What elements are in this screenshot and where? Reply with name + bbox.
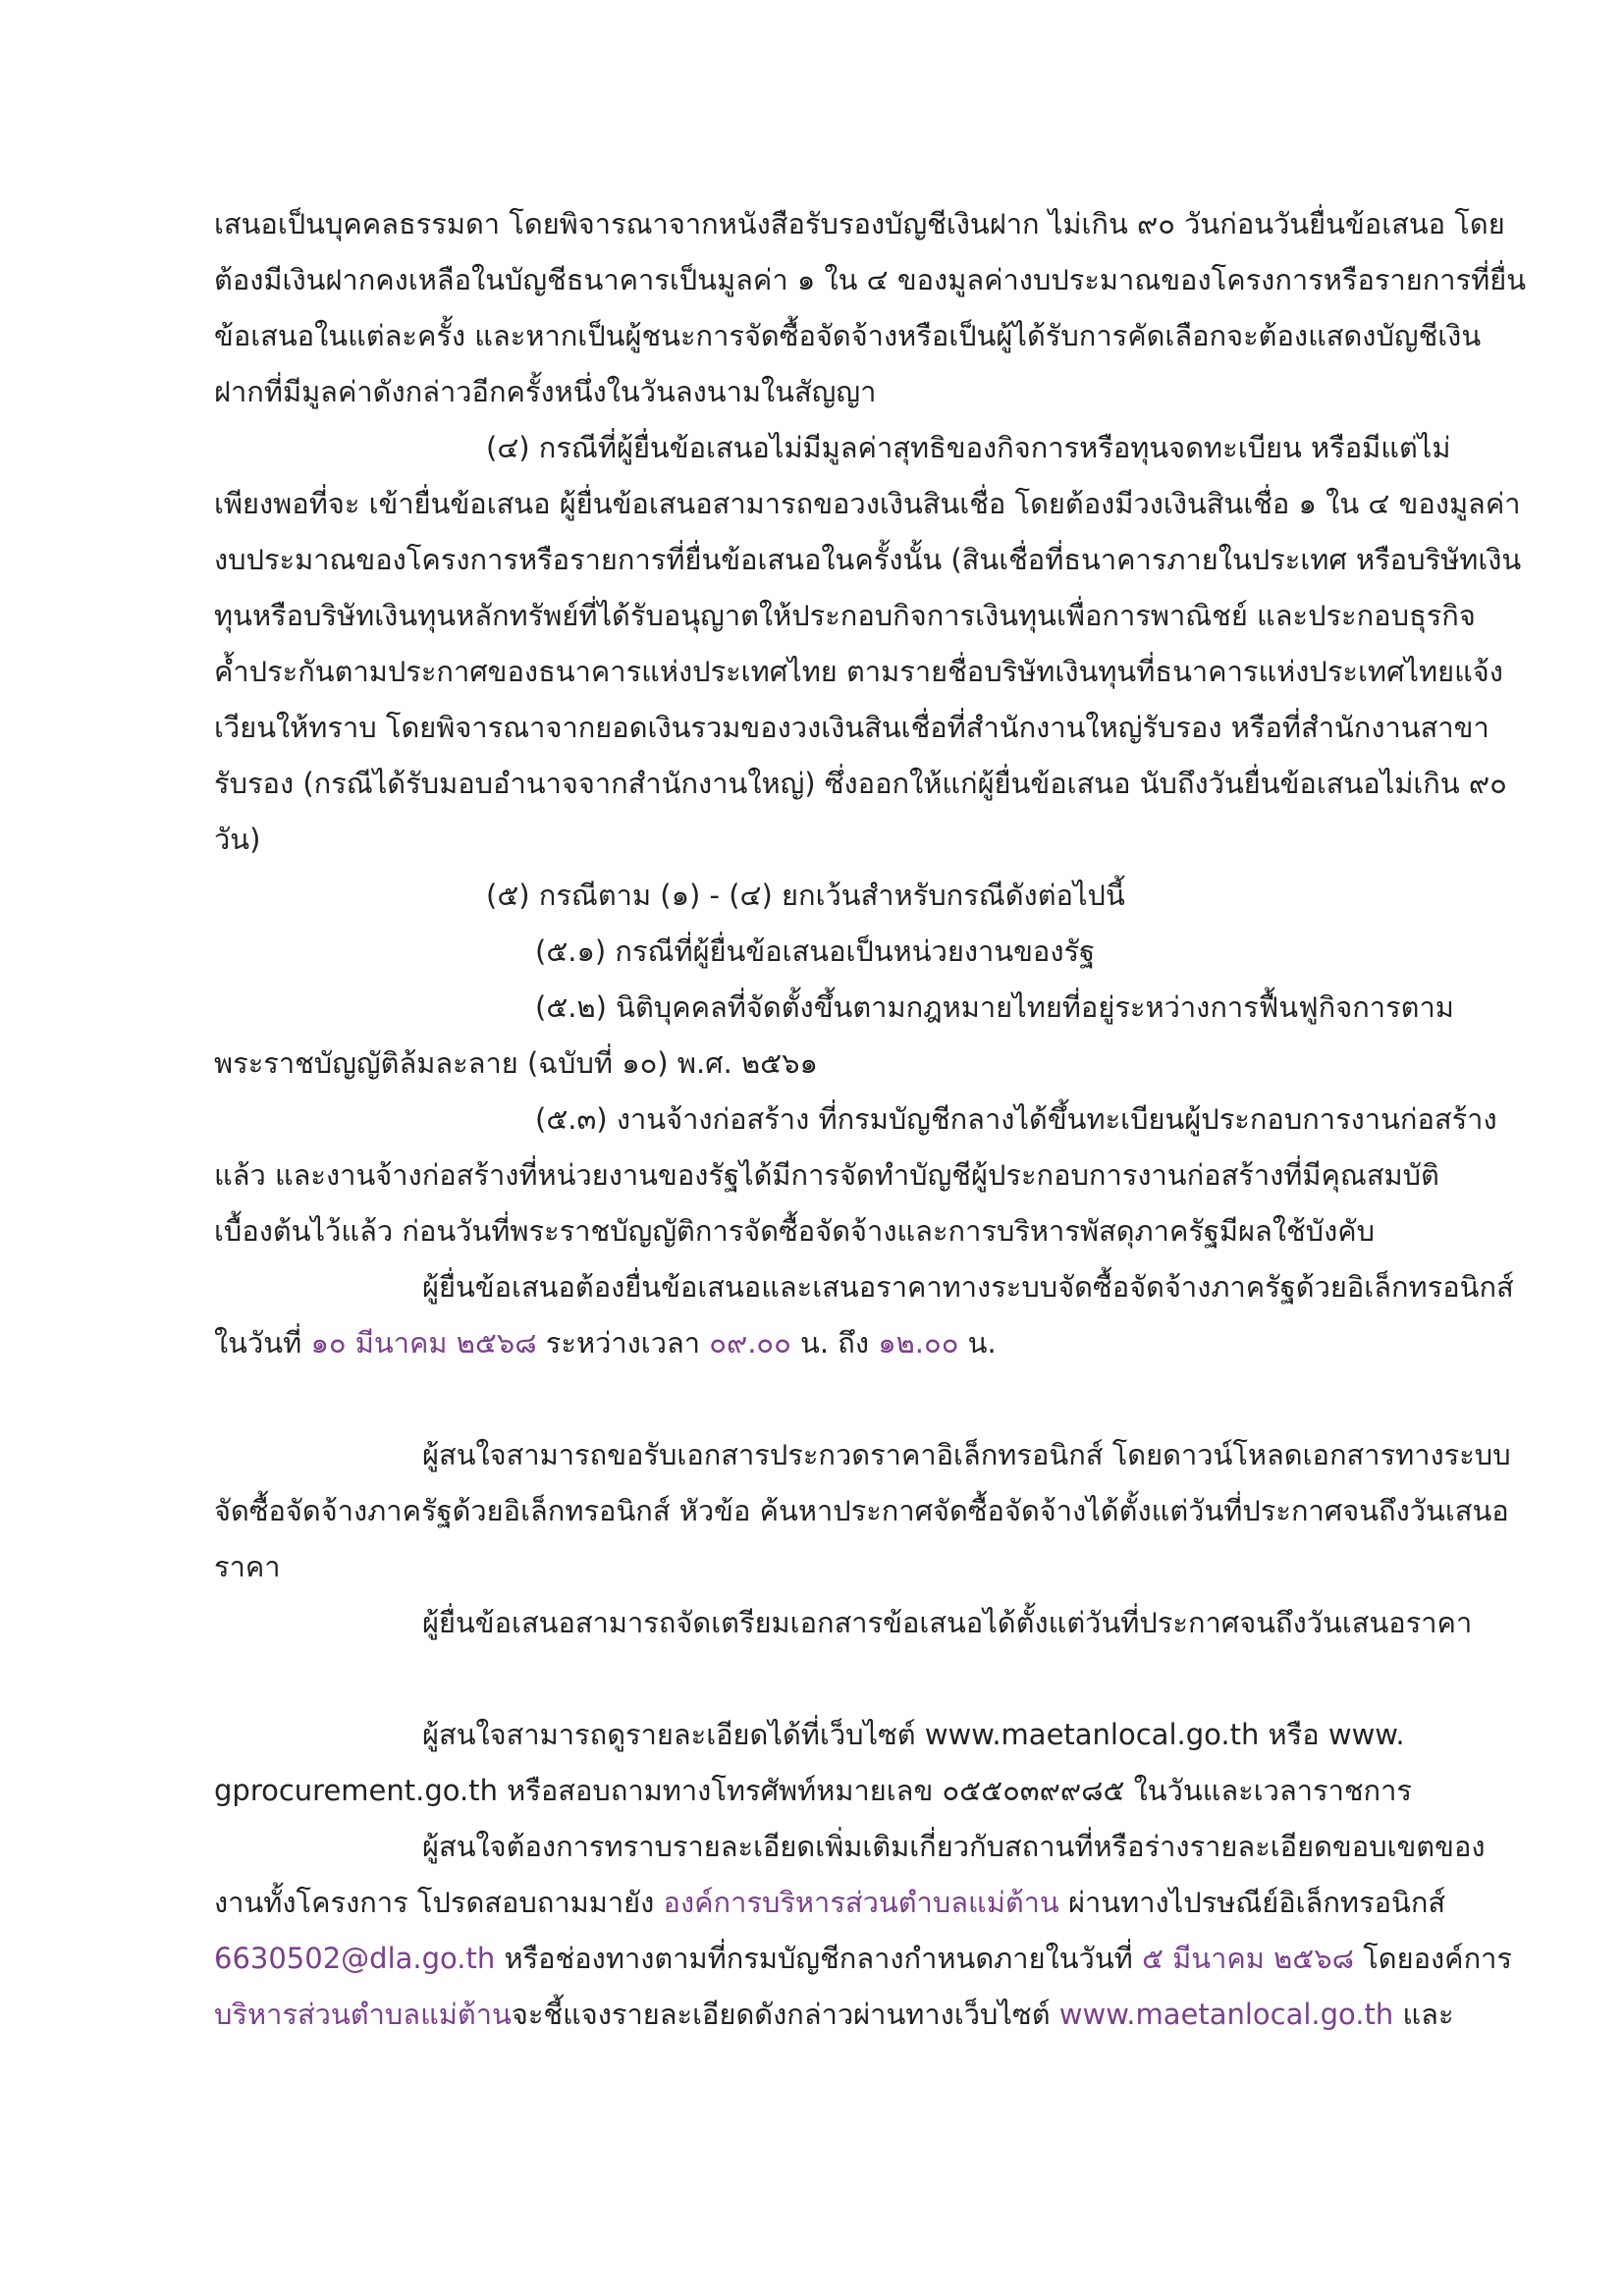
paragraph-line: (๕.๒) นิติบุคคลที่จัดตั้งขึ้นตามกฎหมายไทยที่อยู่ระหว่างการฟื้นฟูกิจการตาม	[535, 990, 1454, 1024]
paragraph-line: ผู้สนใจต้องการทราบรายละเอียดเพิ่มเติมเกี่ยวกับสถานที่หรือร่างรายละเอียดขอบเขตของ	[422, 1830, 1486, 1863]
line-text: ในวันที่	[214, 1326, 311, 1360]
paragraph-line: เสนอเป็นบุคคลธรรมดา โดยพิจารณาจากหนังสือรับรองบัญชีเงินฝาก ไม่เกิน ๙๐ วันก่อนวันยื่นข้อเสนอ โดย	[214, 207, 1505, 240]
paragraph-line: (๕.๓) งานจ้างก่อสร้าง ที่กรมบัญชีกลางได้ขึ้นทะเบียนผู้ประกอบการงานก่อสร้าง	[535, 1102, 1497, 1136]
paragraph-line: (๔) กรณีที่ผู้ยื่นข้อเสนอไม่มีมูลค่าสุทธิของกิจการหรือทุนจดทะเบียน หรือมีแต่ไม่	[486, 431, 1451, 464]
website-url: www.maetanlocal.go.th	[1058, 1998, 1394, 2031]
end-time: ๑๒.๐๐	[878, 1326, 959, 1360]
line-text: จะชี้แจงรายละเอียดดังกล่าวผ่านทางเว็บไซต์	[511, 1998, 1059, 2031]
line-text: น.	[958, 1326, 997, 1360]
line-text: น. ถึง	[790, 1326, 879, 1360]
paragraph-line	[214, 1881, 1445, 1924]
paragraph-line: เพียงพอที่จะ เข้ายื่นข้อเสนอ ผู้ยื่นข้อเสนอสามารถขอวงเงินสินเชื่อ โดยต้องมีวงเงินสินเชื่อ ๑ ใน ๔ ของมูลค่า	[214, 487, 1521, 520]
deadline-date: ๕ มีนาคม ๒๕๖๘	[1142, 1942, 1354, 1975]
paragraph-line: ฝากที่มีมูลค่าดังกล่าวอีกครั้งหนึ่งในวันลงนามในสัญญา	[214, 375, 877, 408]
paragraph-line: ต้องมีเงินฝากคงเหลือในบัญชีธนาคารเป็นมูลค่า ๑ ใน ๔ ของมูลค่างบประมาณของโครงการหรือรายการที่ยื่น	[214, 263, 1527, 296]
paragraph-line: แล้ว และงานจ้างก่อสร้างที่หน่วยงานของรัฐได้มีการจัดทำบัญชีผู้ประกอบการงานก่อสร้างที่มีคุณสมบัติ	[214, 1158, 1439, 1192]
line-text: โดยองค์การ	[1353, 1942, 1512, 1975]
paragraph-line: ผู้ยื่นข้อเสนอสามารถจัดเตรียมเอกสารข้อเสนอได้ตั้งแต่วันที่ประกาศจนถึงวันเสนอราคา	[422, 1606, 1473, 1639]
paragraph-line: gprocurement.go.th หรือสอบถามทางโทรศัพท์หมายเลข ๐๕๕๐๓๙๙๘๕ ในวันและเวลาราชการ	[214, 1774, 1412, 1807]
paragraph-line: พระราชบัญญัติล้มละลาย (ฉบับที่ ๑๐) พ.ศ. ๒๕๖๑	[214, 1046, 818, 1080]
agency-name: บริหารส่วนตำบลแม่ต้าน	[214, 1998, 512, 2031]
paragraph-line: ค้ำประกันตามประกาศของธนาคารแห่งประเทศไทย ตามรายชื่อบริษัทเงินทุนที่ธนาคารแห่งประเทศไทยแจ้ง	[214, 655, 1503, 688]
paragraph-line: รับรอง (กรณีได้รับมอบอำนาจจากสำนักงานใหญ่) ซึ่งออกให้แก่ผู้ยื่นข้อเสนอ นับถึงวันยื่นข้อเสนอไม่เกิน ๙๐	[214, 767, 1507, 800]
paragraph-line: (๕) กรณีตาม (๑) - (๔) ยกเว้นสำหรับกรณีดังต่อไปนี้	[486, 879, 1125, 912]
paragraph-line: จัดซื้อจัดจ้างภาครัฐด้วยอิเล็กทรอนิกส์ หัวข้อ ค้นหาประกาศจัดซื้อจัดจ้างได้ตั้งแต่วันที่ประกาศจนถึงวันเสนอ	[214, 1494, 1509, 1527]
line-text: ระหว่างเวลา	[536, 1326, 710, 1360]
paragraph-line	[214, 1937, 1512, 1980]
line-text: หรือช่องทางตามที่กรมบัญชีกลางกำหนดภายในวันที่	[495, 1942, 1142, 1975]
paragraph-line: ผู้ยื่นข้อเสนอต้องยื่นข้อเสนอและเสนอราคาทางระบบจัดซื้อจัดจ้างภาครัฐด้วยอิเล็กทรอนิกส์	[422, 1270, 1514, 1304]
line-text: และ	[1393, 1998, 1454, 2031]
line-text: งานทั้งโครงการ โปรดสอบถามมายัง	[214, 1886, 664, 1919]
bid-date: ๑๐ มีนาคม ๒๕๖๘	[310, 1326, 537, 1360]
paragraph-line: ราคา	[214, 1550, 281, 1583]
paragraph-line	[214, 1993, 1454, 2036]
line-text: ผ่านทางไปรษณีย์อิเล็กทรอนิกส์	[1058, 1886, 1446, 1919]
paragraph-line: เบื้องต้นไว้แล้ว ก่อนวันที่พระราชบัญญัติการจัดซื้อจัดจ้างและการบริหารพัสดุภาครัฐมีผลใช้บังคับ	[214, 1214, 1376, 1248]
paragraph-line: เวียนให้ทราบ โดยพิจารณาจากยอดเงินรวมของวงเงินสินเชื่อที่สำนักงานใหญ่รับรอง หรือที่สำนักงานสาขา	[214, 711, 1489, 744]
paragraph-line: งบประมาณของโครงการหรือรายการที่ยื่นข้อเสนอในครั้งนั้น (สินเชื่อที่ธนาคารภายในประเทศ หรือบริษัทเงิน	[214, 543, 1522, 576]
paragraph-line: วัน)	[214, 823, 261, 856]
paragraph-line: (๕.๑) กรณีที่ผู้ยื่นข้อเสนอเป็นหน่วยงานของรัฐ	[535, 934, 1096, 968]
paragraph-line: ผู้สนใจสามารถดูรายละเอียดได้ที่เว็บไซต์ www.maetanlocal.go.th หรือ www.	[422, 1718, 1405, 1751]
paragraph-line: ทุนหรือบริษัทเงินทุนหลักทรัพย์ที่ได้รับอนุญาตให้ประกอบกิจการเงินทุนเพื่อการพาณิชย์ และประกอบธุรกิจ	[214, 599, 1476, 632]
paragraph-line: ข้อเสนอในแต่ละครั้ง และหากเป็นผู้ชนะการจัดซื้อจัดจ้างหรือเป็นผู้ได้รับการคัดเลือกจะต้องแสดงบัญชีเงิน	[214, 319, 1482, 352]
agency-name: องค์การบริหารส่วนตำบลแม่ต้าน	[663, 1886, 1059, 1919]
paragraph-line	[214, 1321, 997, 1364]
email-address: 6630502@dla.go.th	[214, 1942, 496, 1975]
start-time: ๐๙.๐๐	[709, 1326, 791, 1360]
paragraph-line: ผู้สนใจสามารถขอรับเอกสารประกวดราคาอิเล็กทรอนิกส์ โดยดาวน์โหลดเอกสารทางระบบ	[422, 1438, 1511, 1471]
